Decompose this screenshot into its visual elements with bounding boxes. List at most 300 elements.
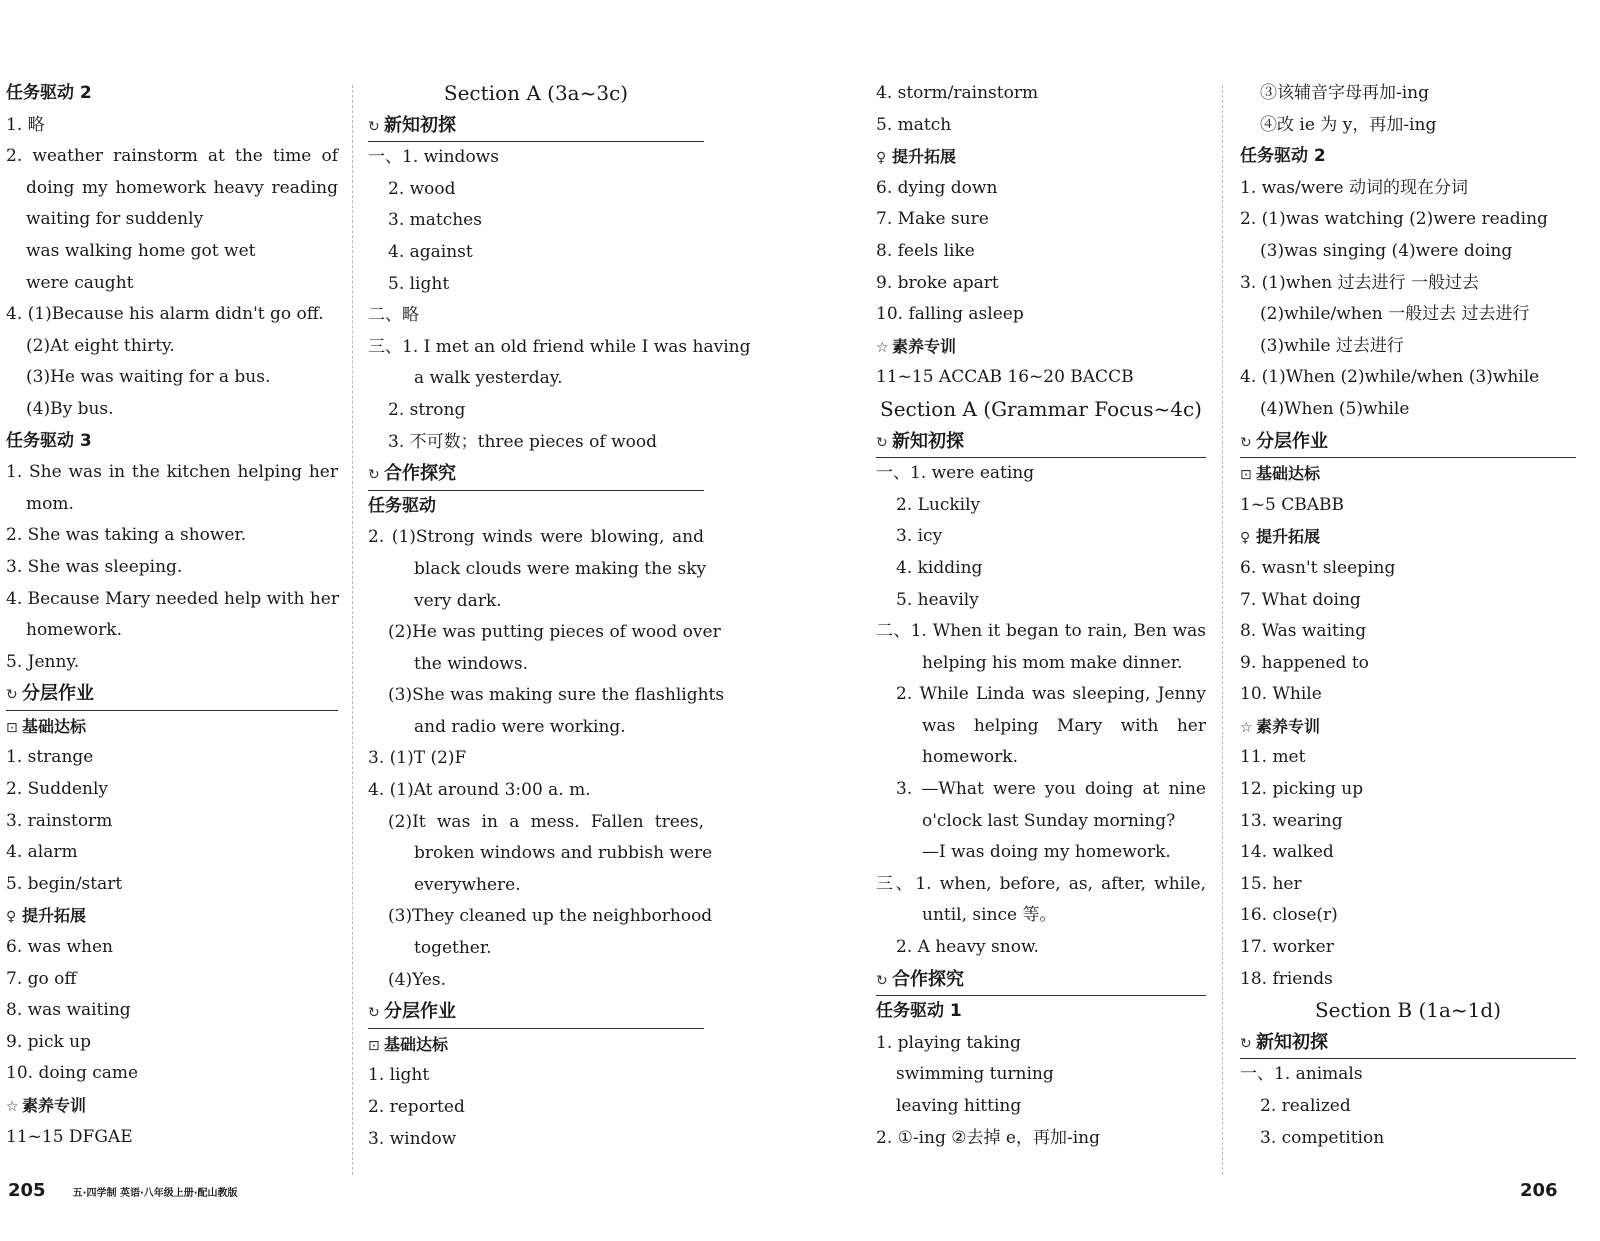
answer-line [6,1122,338,1154]
line-text: (3)They cleaned up the neighborhood [388,906,713,927]
answer-line [876,774,1206,806]
answer-line [6,489,338,521]
line-text: (4)When (5)while [1260,398,1410,419]
line-text: 3. icy [896,526,943,547]
line-text: 9. broke apart [876,272,999,293]
line-text: 2. She was taking a shower. [6,525,247,546]
answer-line [876,1059,1206,1091]
section-title [1240,995,1576,1027]
line-text: 4. (1)When (2)while/when (3)while [1240,367,1540,388]
star-icon: ☆ [6,1099,19,1115]
line-text: 8. feels like [876,240,975,261]
subsection-heading [6,900,338,932]
line-text: homework. [26,620,122,641]
line-text: 6. was when [6,937,113,958]
line-text: 3. competition [1260,1127,1385,1148]
line-text: 2. A heavy snow. [896,937,1039,958]
section-heading [1240,1027,1576,1060]
line-text: 2. wood [388,178,456,199]
footer-right [1520,1180,1558,1201]
line-text: 一、1. windows [368,147,499,168]
answer-line [368,933,704,965]
line-text: broken windows and rubbish were [414,843,713,864]
answer-line [368,965,704,997]
answer-line [368,1060,704,1092]
answer-line [6,394,338,426]
answer-line [1240,932,1576,964]
answer-line [876,362,1206,394]
subsection-heading [368,1029,704,1061]
answer-line [1240,900,1576,932]
line-text: (3)while 过去进行 [1260,335,1404,356]
line-text: swimming turning [896,1064,1054,1085]
line-text: 3. She was sleeping. [6,556,183,577]
line-text: 5. heavily [896,589,979,610]
line-text: 5. light [388,273,450,294]
answer-line [6,141,338,173]
line-text: 15. her [1240,873,1302,894]
line-text: 12. picking up [1240,779,1364,800]
answer-line [876,490,1206,522]
line-text: 2. While Linda was sleeping, Jenny [896,684,1206,705]
section-heading [1240,426,1576,459]
answer-line [876,173,1206,205]
answer-line [6,331,338,363]
line-text: (3)was singing (4)were doing [1260,240,1513,261]
lock-icon: ⊡ [6,719,18,736]
answer-line [6,774,338,806]
arrow-icon: ↻ [1240,1035,1252,1052]
answer-line [368,649,704,681]
line-text: —I was doing my homework. [922,842,1171,863]
line-text: 提升拓展 [22,906,87,926]
subsection-heading [6,1090,338,1122]
answer-line [1240,774,1576,806]
lock-icon: ⊡ [368,1037,380,1054]
line-text: (2)It was in a mess. Fallen trees, [388,811,704,832]
answer-line [876,78,1206,110]
answer-line [368,363,704,395]
arrow-icon: ↻ [368,467,380,484]
answer-line [368,775,704,807]
line-text: 10. doing came [6,1063,139,1084]
line-text: (4)Yes. [388,969,447,990]
arrow-icon: ↻ [1240,434,1252,451]
line-text: 基础达标 [1256,464,1321,484]
answer-line [368,901,713,933]
answer-line [368,838,713,870]
line-text: 二、略 [368,305,419,326]
arrow-icon: ↻ [368,118,380,135]
section-heading [876,426,1206,459]
answer-line [876,648,1206,680]
line-text: 新知初探 [1256,1031,1328,1053]
answer-line [1240,837,1576,869]
line-text: 任务驱动 3 [6,430,92,451]
line-text: 基础达标 [384,1034,449,1054]
line-text: 任务驱动 2 [6,83,92,103]
line-text: ③该辅音字母再加-ing [1260,83,1430,103]
line-text: 7. What doing [1240,589,1361,610]
answer-line [6,362,338,394]
line-text: 16. close(r) [1240,905,1338,926]
arrow-icon: ↻ [6,687,18,704]
line-text: ④改 ie 为 y，再加-ing [1260,114,1437,135]
answer-line [6,457,338,489]
line-text: 3. (1)when 过去进行 一般过去 [1240,272,1480,293]
answer-line [876,553,1206,585]
bulb-icon: ♀ [6,909,17,926]
line-text: 14. walked [1240,842,1334,863]
line-text: 素养专训 [22,1096,87,1115]
answer-line [876,585,1206,617]
line-text: was walking home got wet [26,240,256,261]
answer-line [876,806,1206,838]
line-text: leaving hitting [896,1096,1022,1116]
section-heading [6,678,338,711]
answer-line [1240,110,1576,142]
answer-line [368,617,721,649]
line-text: 2. strong [388,399,466,420]
line-text: the windows. [414,653,528,674]
line-text: 提升拓展 [892,147,957,167]
answer-line [876,1028,1206,1060]
answer-line [6,806,338,838]
line-text: 3. rainstorm [6,810,113,831]
line-text: 2. weather rainstorm at the time of [6,146,338,167]
answer-line [1240,648,1576,680]
answer-line [1240,78,1576,110]
answer-line [368,395,704,427]
line-text: 3. matches [388,210,482,231]
line-text: 新知初探 [384,114,456,136]
answer-line [1240,1123,1576,1155]
answer-line [368,174,704,206]
line-text: 1~5 CBABB [1240,494,1345,515]
answer-line [1240,204,1576,236]
line-text: waiting for suddenly [26,209,204,230]
answer-line [368,680,725,712]
line-text: o'clock last Sunday morning? [922,810,1176,831]
line-text: (3)He was waiting for a bus. [26,367,271,388]
section-title [368,78,704,110]
line-text: homework. [922,747,1018,768]
line-text: 5. match [876,114,952,135]
line-text: black clouds were making the sky [414,558,707,579]
answer-line [1240,553,1576,585]
answer-line [368,205,704,237]
line-text: 1. playing taking [876,1032,1021,1053]
answer-line [368,269,704,301]
line-text: together. [414,938,492,959]
line-text: mom. [26,493,74,514]
line-text: (3)She was making sure the flashlights [388,685,725,706]
answer-line [1240,331,1576,363]
answer-line [1240,490,1576,522]
line-text: 4. storm/rainstorm [876,83,1039,103]
line-text: 合作探究 [892,968,964,990]
answer-line [6,995,338,1027]
line-text: 6. dying down [876,177,998,198]
line-text: 合作探究 [384,463,456,485]
star-icon: ☆ [876,339,889,356]
answer-line [368,427,704,459]
answer-line [1240,806,1576,838]
arrow-icon: ↻ [876,972,888,989]
line-text: 3. 不可数；three pieces of wood [388,431,657,452]
line-text: 11~15 ACCAB 16~20 BACCB [876,367,1134,388]
answer-line [368,712,704,744]
star-icon: ☆ [1240,719,1253,736]
answer-line [876,1123,1206,1155]
line-text: 13. wearing [1240,810,1343,831]
section-title [876,394,1206,426]
answer-line [6,173,338,205]
answer-line [6,932,338,964]
answer-line [876,1091,1206,1123]
line-text: 一、1. were eating [876,463,1035,484]
line-text: 2. ①-ing ②去掉 e，再加-ing [876,1127,1100,1148]
line-text: 8. Was waiting [1240,621,1367,642]
answer-line [1240,964,1576,996]
answer-line [368,1092,704,1124]
answer-line [876,742,1206,774]
subsection-heading [876,331,1206,363]
subsection-heading [1240,521,1576,553]
line-text: 3. (1)T (2)F [368,748,467,769]
line-text: 9. pick up [6,1031,91,1052]
line-text: were caught [26,272,134,293]
line-text: 3. window [368,1128,457,1149]
line-text: 4. alarm [6,842,78,863]
answer-line [6,647,338,679]
answer-line [1240,1091,1576,1123]
answer-line [876,204,1206,236]
arrow-icon: ↻ [876,434,888,451]
line-text: (2)At eight thirty. [26,335,175,356]
line-text: 1. She was in the kitchen helping her [6,462,338,483]
line-text: a walk yesterday. [414,368,563,389]
line-text: 一、1. animals [1240,1064,1363,1085]
line-text: Section A (3a~3c) [443,81,629,105]
line-text: (2)He was putting pieces of wood over [388,622,721,643]
line-text: until, since 等。 [922,905,1057,926]
answer-line [876,711,1206,743]
line-text: 2. reported [368,1097,465,1117]
subsection-heading [6,711,338,743]
answer-column-2 [368,78,751,1155]
line-text: Section A (Grammar Focus~4c) [880,396,1202,421]
line-text: 2. Luckily [896,494,981,515]
column-divider [352,85,353,1175]
line-text: 1. light [368,1065,430,1086]
answer-line [876,299,1206,331]
line-text: 任务驱动 1 [876,1001,962,1022]
line-text: 4. kidding [896,557,983,578]
answer-line [6,268,338,300]
answer-line [368,522,704,554]
line-text: 提升拓展 [1256,527,1321,547]
answer-line [876,837,1206,869]
answer-line [6,1027,338,1059]
line-text: 18. friends [1240,968,1333,989]
answer-line [6,236,338,268]
line-text: 11~15 DFGAE [6,1126,133,1147]
line-text: 17. worker [1240,937,1334,958]
answer-line [6,204,338,236]
line-text: 4. against [388,241,473,262]
answer-line [6,110,338,142]
arrow-icon: ↻ [368,1005,380,1022]
answer-line [876,236,1206,268]
line-text: (4)By bus. [26,398,114,419]
answer-line [368,1124,704,1156]
answer-column-4 [1240,78,1576,1154]
line-text: 4. (1)Because his alarm didn't go off. [6,304,324,325]
page-number-left: 205 [8,1180,46,1201]
answer-line [1240,869,1576,901]
line-text: 10. While [1240,684,1322,705]
line-text: 分层作业 [1256,430,1328,452]
subsection-heading [876,141,1206,173]
answer-line [368,870,704,902]
answer-line [6,615,338,647]
line-text: and radio were working. [414,716,626,737]
line-text: 5. Jenny. [6,651,80,672]
line-text: 6. wasn't sleeping [1240,557,1396,578]
line-text: 4. Because Mary needed help with her [6,588,339,609]
answer-line [368,300,704,332]
answer-line [1240,268,1576,300]
line-text: Section B (1a~1d) [1314,998,1502,1023]
section-heading [368,458,704,491]
answer-line [368,586,704,618]
line-text: helping his mom make dinner. [922,652,1183,673]
line-text: doing my homework heavy reading [26,177,338,198]
task-heading [6,426,338,458]
task-heading [1240,141,1576,173]
subsection-heading [1240,458,1576,490]
answer-line [6,552,338,584]
line-text: 7. go off [6,968,77,989]
answer-line [1240,616,1576,648]
answer-line [6,964,338,996]
line-text: 2. (1)was watching (2)were reading [1240,209,1548,230]
line-text: 8. was waiting [6,1000,131,1021]
answer-line [876,932,1206,964]
line-text: 任务驱动 [368,495,436,516]
task-heading [368,491,704,523]
line-text: 分层作业 [22,683,94,705]
answer-line [1240,1059,1576,1091]
task-heading [6,78,338,110]
answer-line [876,679,1206,711]
line-text: 素养专训 [892,336,957,356]
line-text: 1. strange [6,747,94,768]
answer-line [876,110,1206,142]
answer-line [876,458,1206,490]
answer-line [368,807,704,839]
line-text: 2. realized [1260,1096,1351,1116]
footer-book-title: 五·四学制 英语·八年级上册·配山教版 [72,1188,238,1199]
answer-line [1240,585,1576,617]
line-text: 三、1. when, before, as, after, while, [876,873,1206,894]
line-text: 三、1. I met an old friend while I was having [368,336,751,357]
answer-line [368,554,707,586]
answer-line [1240,299,1576,331]
line-text: (2)while/when 一般过去 过去进行 [1260,304,1530,325]
line-text: 10. falling asleep [876,304,1024,325]
answer-line [6,584,338,616]
answer-line [876,869,1206,901]
answer-line [6,520,338,552]
task-heading [876,996,1206,1028]
line-text: 二、1. When it began to rain, Ben was [876,621,1206,642]
answer-line [368,332,751,364]
answer-line [876,521,1206,553]
answer-line [368,142,704,174]
column-divider [1222,85,1223,1175]
answer-line [6,742,338,774]
answer-line [6,837,338,869]
line-text: 1. was/were 动词的现在分词 [1240,177,1468,198]
answer-column-3 [876,78,1206,1154]
answer-line [1240,394,1576,426]
bulb-icon: ♀ [1240,530,1251,547]
line-text: 基础达标 [22,716,87,736]
answer-line [876,616,1206,648]
line-text: 7. Make sure [876,209,989,230]
line-text: everywhere. [414,874,521,895]
subsection-heading [1240,711,1576,743]
answer-line [876,268,1206,300]
line-text: very dark. [414,590,502,611]
answer-line [6,869,338,901]
line-text: 9. happened to [1240,652,1369,673]
section-heading [876,964,1206,997]
answer-column-1 [6,78,338,1153]
section-heading [368,110,704,143]
page-number-right: 206 [1520,1180,1558,1201]
line-text: 分层作业 [384,1001,456,1023]
answer-line [1240,742,1576,774]
answer-line [1240,679,1576,711]
line-text: 5. begin/start [6,873,123,894]
line-text: 新知初探 [892,430,964,452]
answer-line [1240,236,1576,268]
answer-line [876,900,1206,932]
bulb-icon: ♀ [876,150,887,167]
line-text: 2. Suddenly [6,779,109,800]
answer-line [6,1058,338,1090]
line-text: 11. met [1240,747,1306,768]
answer-line [368,743,704,775]
footer-left [8,1180,238,1201]
line-text: 3. —What were you doing at nine [896,779,1206,800]
line-text: 2. (1)Strong winds were blowing, and [368,527,704,548]
answer-line [368,237,704,269]
line-text: 4. (1)At around 3:00 a. m. [368,780,591,801]
answer-line [1240,362,1576,394]
line-text: 任务驱动 2 [1240,146,1326,167]
line-text: 素养专训 [1256,716,1321,736]
answer-line [1240,173,1576,205]
answer-line [6,299,338,331]
section-heading [368,996,704,1029]
line-text: 1. 略 [6,114,45,135]
lock-icon: ⊡ [1240,467,1252,484]
line-text: was helping Mary with her [922,715,1206,736]
